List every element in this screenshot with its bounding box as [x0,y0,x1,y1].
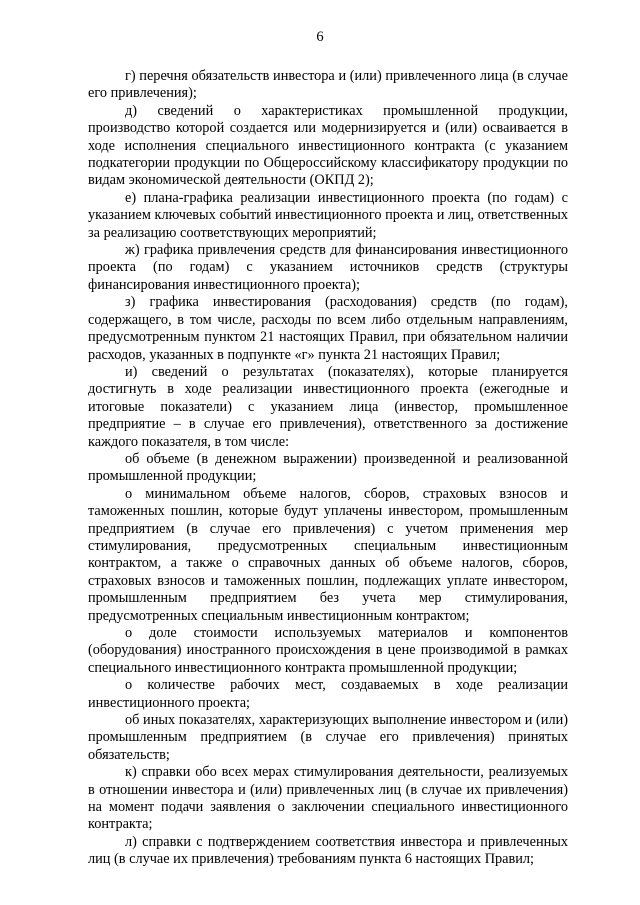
paragraph-item-g: г) перечня обязательств инвестора и (или) привлеченного лица (в случае его привлечения); [88,68,568,102]
paragraph-item-k: к) справки обо всех мерах стимулирования деятельности, реализуемых в отношении инвестора и (или) привлеченных лиц (в случае их привлечения) на момент подачи заявления о заключении специального инвестиционного контракта; [88,764,568,833]
document-body [88,68,568,869]
paragraph-subitem-jobs: о количестве рабочих мест, создаваемых в ходе реализации инвестиционного проекта; [88,677,568,711]
paragraph-item-z: з) графика инвестирования (расходования) средств (по годам), содержащего, в том числе, расходы по всем либо отдельным направлениям, предусмотренным пунктом 21 настоящих Правил, при обязательном наличии расходов, указанных в подпункте «г» пункта 21 настоящих Правил; [88,294,568,363]
page-number: 6 [316,29,324,45]
paragraph-subitem-other-indicators: об иных показателях, характеризующих выполнение инвестором и (или) промышленным предприятием (в случае его привлечения) принятых обязательств; [88,712,568,763]
paragraph-subitem-foreign-share: о доле стоимости используемых материалов и компонентов (оборудования) иностранного происхождения в цене производимой в рамках специального инвестиционного контракта промышленной продукции; [88,625,568,676]
paragraph-item-d: д) сведений о характеристиках промышленной продукции, производство которой создается или модернизируется и (или) осваивается в ходе исполнения специального инвестиционного контракта (с указанием подкатегории продукции по Общероссийскому классификатору продукции по видам экономической деятельности (ОКПД 2); [88,102,568,189]
paragraph-item-l: л) справки с подтверждением соответствия инвестора и привлеченных лиц (в случае их привлечения) требованиям пункта 6 настоящих Правил; [88,833,568,868]
paragraph-subitem-production-volume: об объеме (в денежном выражении) произведенной и реализованной промышленной продукции; [88,450,568,485]
paragraph-subitem-taxes: о минимальном объеме налогов, сборов, страховых взносов и таможенных пошлин, которые будут уплачены инвестором, промышленным предприятием (в случае его привлечения) с учетом применения мер стимулирования, предусмотренных специальным инвестиционным контрактом, а также о справочных данных об объеме налогов, сборов, страховых взносов и таможенных пошлин, подлежащих уплате инвестором, промышленным предприятием без учета мер стимулирования, предусмотренных специальным инвестиционным контрактом; [88,485,568,624]
paragraph-item-e: е) плана-графика реализации инвестиционного проекта (по годам) с указанием ключевых событий инвестиционного проекта и лиц, ответственных за реализацию соответствующих мероприятий; [88,189,568,241]
paragraph-item-zh: ж) графика привлечения средств для финансирования инвестиционного проекта (по годам) с указанием источников средств (структуры финансирования инвестиционного проекта); [88,242,568,293]
paragraph-item-i: и) сведений о результатах (показателях), которые планируется достигнуть в ходе реализации инвестиционного проекта (ежегодные и итоговые показатели) с указанием лица (инвестор, промышленное предприятие – в случае его привлечения), ответственного за достижение каждого показателя, в том числе: [88,363,568,450]
